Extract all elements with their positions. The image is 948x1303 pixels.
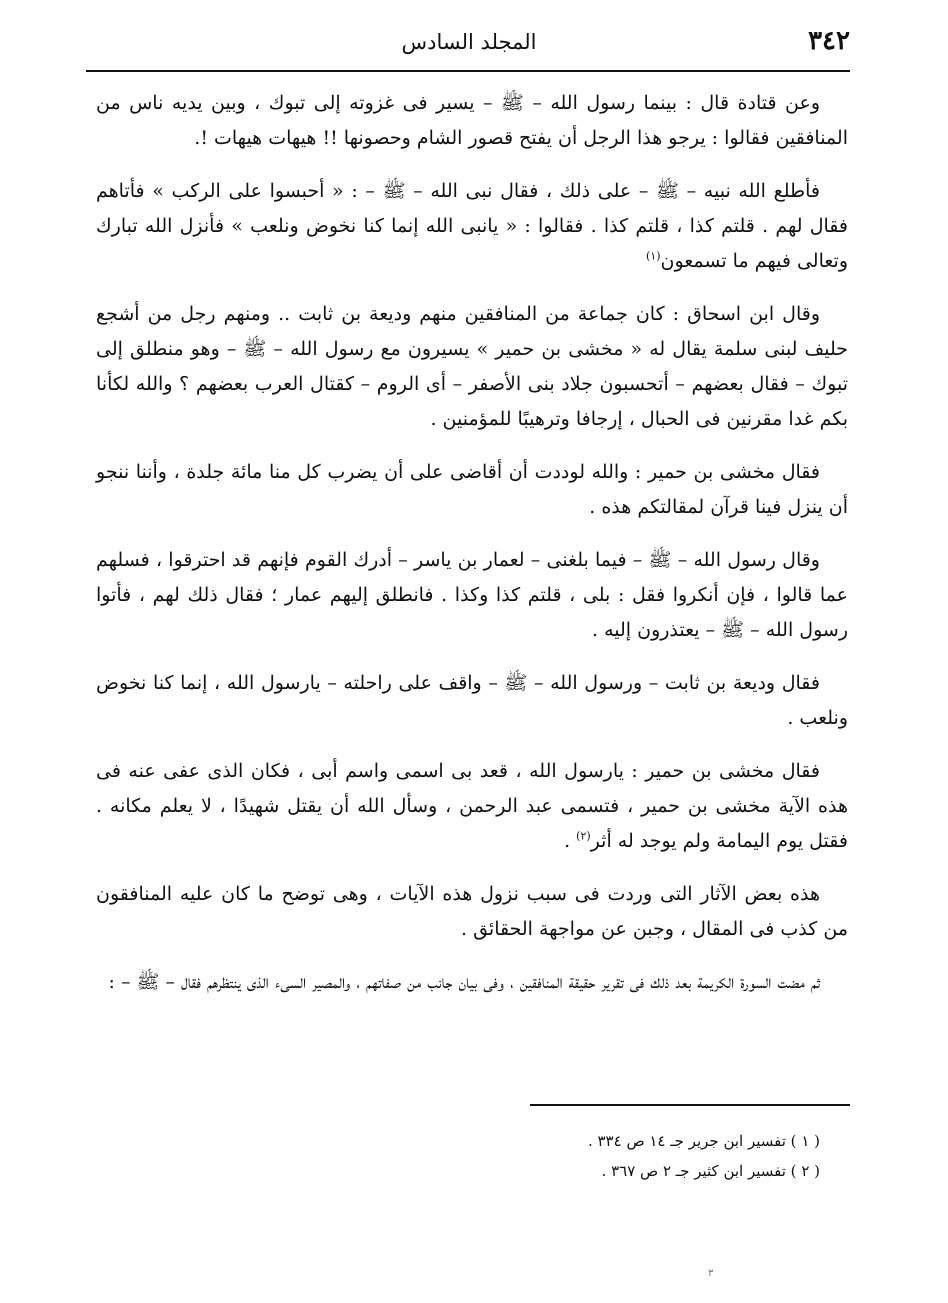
- paragraph-text: وعن قتادة قال : بينما رسول الله – ﷺ – يسير فى غزوته إلى تبوك ، وبين يديه ناس من المنافقين فقالوا : يرجو هذا الرجل أن يفتح قصور الشام وحصونها !! هيهات هيهات !.: [96, 92, 848, 149]
- stray-mark: ٣: [708, 1268, 714, 1279]
- footnote-1: ( ١ ) تفسير ابن جرير جـ ١٤ ص ٣٣٤ .: [587, 1132, 820, 1150]
- header-rule: [86, 70, 850, 72]
- paragraph-makhshi-2: فقال مخشى بن حمير : يارسول الله ، قعد بى اسمى واسم أبى ، فكان الذى عفى عنه فى هذه الآية مخشى بن حمير ، فتسمى عبد الرحمن ، وسأل الله أن يقتل شهيدًا ، لا يعلم مكانه . فقتل يوم اليمامة ولم يوجد له أثر$^{(٢)}$ .: [96, 760, 848, 852]
- paragraph-transition: [96, 965, 848, 1000]
- paragraph-qatada: [96, 86, 848, 156]
- paragraph-text: فقال مخشى بن حمير : يارسول الله ، قعد بى اسمى واسم أبى ، فكان الذى عفى عنه فى هذه الآية مخشى بن حمير ، فتسمى عبد الرحمن ، وسأل الله أن يقتل شهيدًا ، لا يعلم مكانه . فقتل يوم اليمامة ولم يوجد له أثر: [96, 760, 848, 852]
- footnote-rule: [530, 1104, 850, 1106]
- paragraph-text: وقال رسول الله – ﷺ – فيما بلغنى – لعمار بن ياسر – أدرك القوم فإنهم قد احترقوا ، فسلهم عما قالوا ، فإن أنكروا فقل : بلى ، قلتم كذا وكذا . فانطلق إليهم عمار ؛ فقال ذلك لهم ، فأتوا رسول الله – ﷺ – يعتذرون إليه .: [96, 549, 848, 641]
- paragraph-text: فقال مخشى بن حمير : والله لوددت أن أقاضى على أن يضرب كل منا مائة جلدة ، وأننا ننجو أن ينزل فينا قرآن لمقالتكم هذه .: [96, 461, 848, 518]
- paragraph-ibn-ishaq: [96, 297, 848, 437]
- paragraph-text: ثم مضت السورة الكريمة بعد ذلك فى تقرير حقيقة المنافقين ، وفى بيان جانب من صفاتهم ، والمصير السىء الذى ينتظرهم فقال – ﷺ – :: [108, 971, 820, 993]
- paragraph-text: فأطلع الله نبيه – ﷺ – على ذلك ، فقال نبى الله – ﷺ – : « أحبسوا على الركب » فأتاهم فقال لهم . قلتم كذا ، قلتم كذا . فقالوا : « يانبى الله إنما كنا نخوض ونلعب » فأنزل الله تبارك وتعالى فيهم ما تسمعون: [96, 180, 848, 272]
- paragraph-ammar: [96, 543, 848, 648]
- main-text: [96, 86, 848, 1018]
- page-header: [88, 26, 850, 66]
- running-title: المجلد السادس: [401, 30, 537, 54]
- paragraph-text: هذه بعض الآثار التى وردت فى سبب نزول هذه الآيات ، وهى توضح ما كان عليه المنافقون من كذب فى المقال ، وجبن عن مواجهة الحقائق .: [96, 883, 848, 940]
- footnote-ref-1[interactable]: (١): [645, 249, 661, 263]
- paragraph-text: وقال ابن اسحاق : كان جماعة من المنافقين منهم وديعة بن ثابت .. ومنهم رجل من أشجع حليف لبنى سلمة يقال له « مخشى بن حمير » يسيرون مع رسول الله – ﷺ – وهو منطلق إلى تبوك – فقال بعضهم – أتحسبون جلاد بنى الأصفر – أى الروم – كقتال العرب بعضهم ؟ والله لكأنا بكم غدا مقرنين فى الحبال ، إرجافا وترهيبًا للمؤمنين .: [96, 303, 848, 430]
- paragraph-summary: [96, 877, 848, 947]
- paragraph-revelation: [96, 174, 848, 279]
- footnote-ref-2[interactable]: (٢): [576, 829, 591, 843]
- footnote-2: ( ٢ ) تفسير ابن كثير جـ ٢ ص ٣٦٧ .: [601, 1162, 820, 1180]
- footnotes: [300, 1126, 820, 1186]
- page-number: ٣٤٢: [808, 26, 850, 56]
- paragraph-wadia: [96, 666, 848, 736]
- paragraph-text: فقال وديعة بن ثابت – ورسول الله – ﷺ – واقف على راحلته – يارسول الله ، إنما كنا نخوض ونلعب .: [96, 672, 848, 729]
- paragraph-makhshi-1: [96, 455, 848, 525]
